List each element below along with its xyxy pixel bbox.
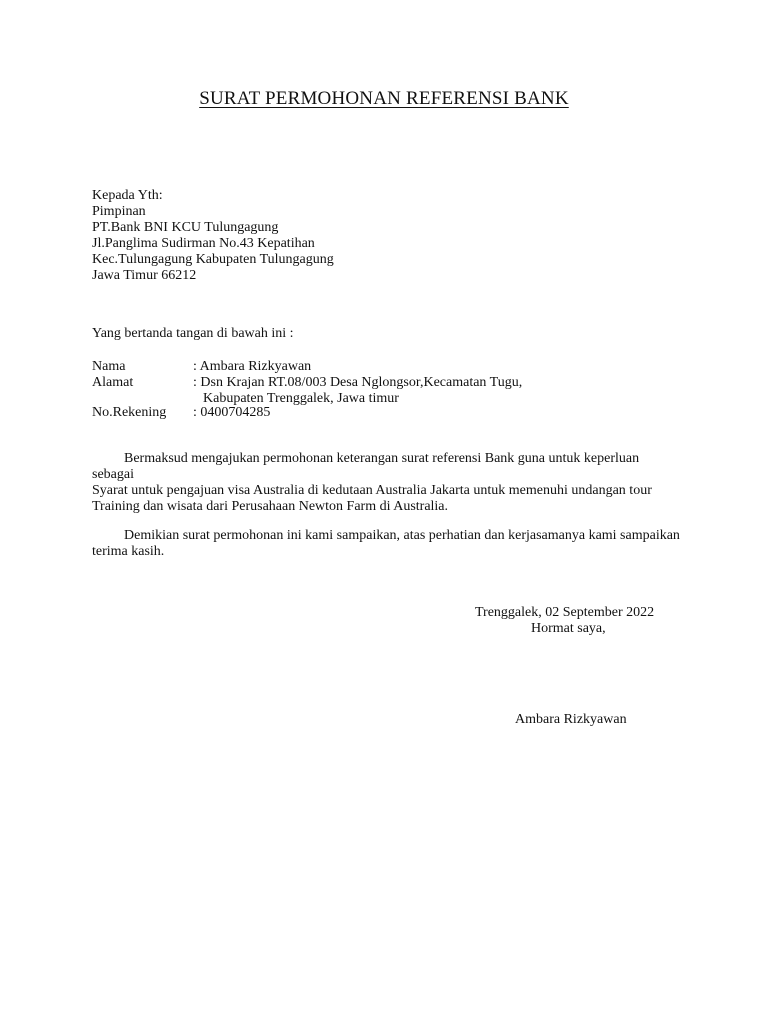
letter-title: SURAT PERMOHONAN REFERENSI BANK (199, 88, 569, 109)
recipient-district: Kec.Tulungagung Kabupaten Tulungagung (92, 252, 334, 267)
address-label: Alamat (92, 375, 134, 390)
address-value-line1: : Dsn Krajan RT.08/003 Desa Nglongsor,Kecamatan Tugu, (193, 375, 523, 390)
place-date: Trenggalek, 02 September 2022 (475, 605, 655, 620)
address-value-line2: Kabupaten Trenggalek, Jawa timur (203, 391, 399, 406)
account-value: : 0400704285 (193, 405, 271, 420)
body-paragraph-2 (92, 528, 682, 560)
recipient-title: Pimpinan (92, 204, 146, 219)
recipient-greeting: Kepada Yth: (92, 188, 163, 203)
recipient-province: Jawa Timur 66212 (92, 268, 197, 283)
regards-text: Hormat saya, (531, 621, 606, 636)
body-paragraph-1-line1: Bermaksud mengajukan permohonan keterangan surat referensi Bank guna untuk keperluan sebagai (92, 451, 640, 482)
name-label: Nama (92, 359, 126, 374)
closing-paragraph: Demikian surat permohonan ini kami sampaikan, atas perhatian dan kerjasamanya kami sampaikan terima kasih. (92, 528, 680, 559)
account-label: No.Rekening (92, 405, 167, 420)
intro-text: Yang bertanda tangan di bawah ini : (92, 326, 294, 341)
recipient-street: Jl.Panglima Sudirman No.43 Kepatihan (92, 236, 315, 251)
name-value: : Ambara Rizkyawan (193, 359, 312, 374)
body-paragraph-1-line2: Syarat untuk pengajuan visa Australia di kedutaan Australia Jakarta untuk memenuhi undangan tour Training dan wisata dari Perusahaan Newton Farm di Australia. (92, 483, 652, 514)
recipient-bank: PT.Bank BNI KCU Tulungagung (92, 220, 279, 235)
signer-name: Ambara Rizkyawan (515, 712, 627, 727)
body-paragraph-1 (92, 451, 682, 515)
